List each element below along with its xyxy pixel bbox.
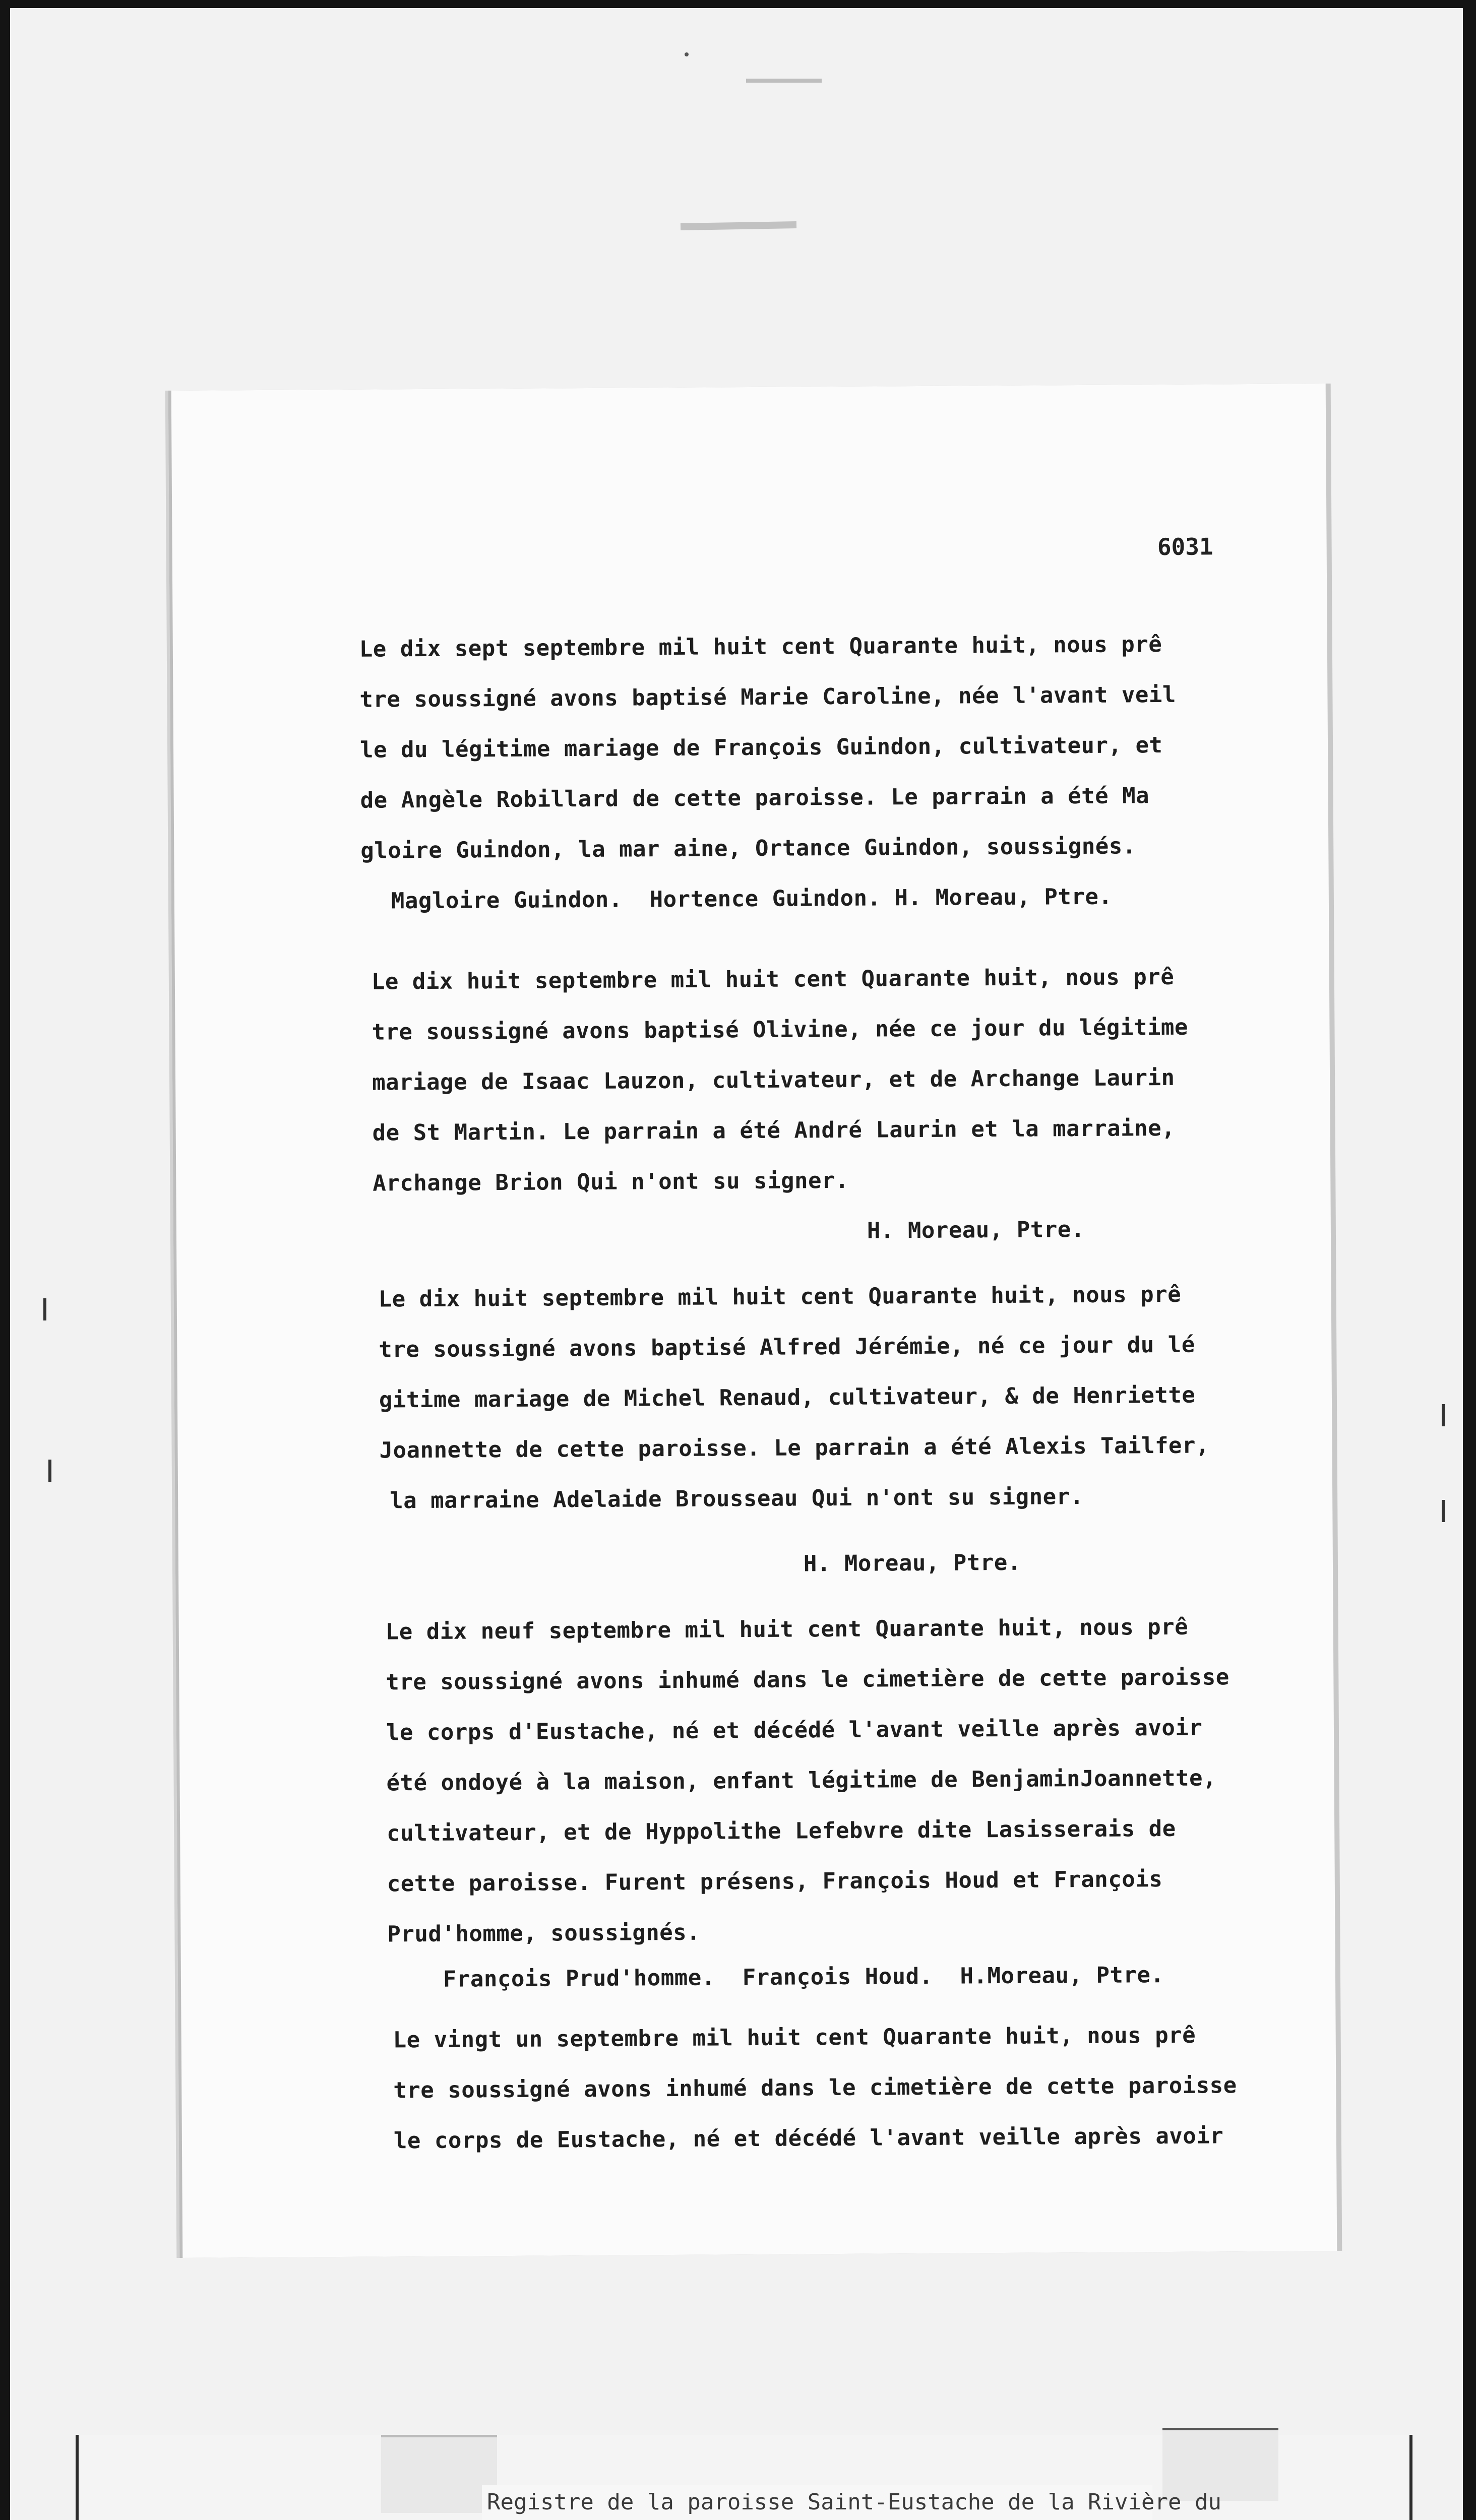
citation-label [482, 2485, 1221, 2520]
entry-line: cultivateur, et de Hyppolithe Lefebvre dite Lasisserais de [387, 1815, 1176, 1847]
entry-signature: Magloire Guindon. Hortence Guindon. H. Moreau, Ptre. [391, 884, 1113, 914]
entry-line: gitime mariage de Michel Renaud, cultivateur, & de Henriette [379, 1382, 1196, 1413]
entry-line: de Angèle Robillard de cette paroisse. Le parrain a été Ma [360, 783, 1150, 813]
archive-card [76, 2435, 1412, 2520]
entry-line: tre soussigné avons baptisé Marie Caroline, née l'avant veil [359, 681, 1177, 713]
page-number: 6031 [1157, 533, 1213, 561]
entry-line: Archange Brion Qui n'ont su signer. [373, 1167, 849, 1196]
entry-line: Le dix sept septembre mil huit cent Quarante huit, nous prê [359, 632, 1162, 662]
film-speck [685, 52, 689, 56]
entry-line: le du légitime mariage de François Guindon, cultivateur, et [359, 732, 1163, 763]
register-page [168, 384, 1337, 2258]
entry-signature: H. Moreau, Ptre. [867, 1216, 1085, 1244]
entry-line: tre soussigné avons baptisé Alfred Jérémie, né ce jour du lé [379, 1332, 1195, 1363]
film-edge-mark [43, 1298, 46, 1320]
entry-line: Le dix huit septembre mil huit cent Quarante huit, nous prê [371, 964, 1175, 995]
entry-line: gloire Guindon, la mar aine, Ortance Guindon, soussignés. [360, 833, 1136, 864]
entry-line: de St Martin. Le parrain a été André Laurin et la marraine, [372, 1115, 1176, 1146]
film-scratch [681, 221, 796, 230]
card-tab [381, 2435, 497, 2513]
entry-line: le corps de Eustache, né et décédé l'avant veille après avoir [393, 2123, 1224, 2154]
entry-line: tre soussigné avons inhumé dans le cimetière de cette paroisse [393, 2072, 1237, 2104]
entry-line: le corps d'Eustache, né et décédé l'avant veille après avoir [386, 1715, 1203, 1746]
entry-line: la marraine Adelaide Brousseau Qui n'ont su signer. [390, 1483, 1084, 1514]
entry-line: été ondoyé à la maison, enfant légitime de BenjaminJoannette, [386, 1765, 1217, 1796]
entry-line: cette paroisse. Furent présens, François Houd et François [387, 1866, 1163, 1897]
entry-line: Prud'homme, soussignés. [387, 1919, 701, 1947]
register-entries [171, 384, 1337, 2258]
microfilm-frame [10, 8, 1463, 2520]
entry-line: Le vingt un septembre mil huit cent Quarante huit, nous prê [393, 2022, 1196, 2053]
film-edge-mark [1442, 1500, 1445, 1522]
film-edge-mark [48, 1460, 51, 1482]
entry-line: Le dix huit septembre mil huit cent Quarante huit, nous prê [378, 1281, 1182, 1312]
entry-line: Le dix neuf septembre mil huit cent Quarante huit, nous prê [385, 1614, 1189, 1645]
entry-signature: H. Moreau, Ptre. [803, 1549, 1021, 1577]
entry-line: Joannette de cette paroisse. Le parrain a été Alexis Tailfer, [379, 1432, 1210, 1464]
entry-line: tre soussigné avons baptisé Olivine, née ce jour du légitime [372, 1014, 1189, 1045]
archive-label-area [10, 2377, 1463, 2520]
film-scratch [746, 79, 822, 83]
film-edge-mark [1442, 1404, 1445, 1426]
entry-signature: François Prud'homme. François Houd. H.Moreau, Ptre. [443, 1962, 1164, 1992]
citation-line: Registre de la paroisse Saint-Eustache de la Rivière du [487, 2489, 1221, 2515]
entry-line: tre soussigné avons inhumé dans le cimetière de cette paroisse [386, 1664, 1229, 1695]
entry-line: mariage de Isaac Lauzon, cultivateur, et de Archange Laurin [372, 1064, 1175, 1096]
